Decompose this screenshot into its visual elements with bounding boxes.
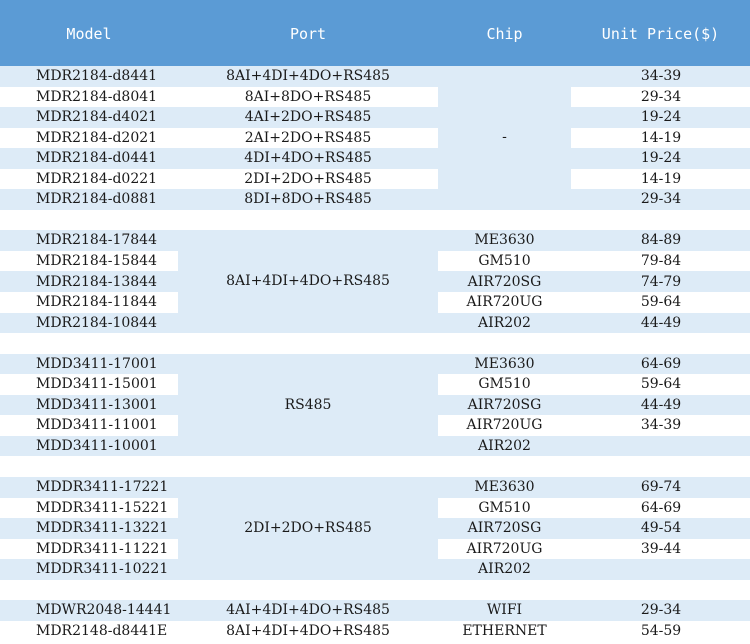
price-cell: 64-69 (640, 499, 682, 516)
chip-cell: ME3630 (474, 479, 535, 495)
model-cell: MDR2184-11844 (36, 294, 157, 311)
port-merged-cell: 2DI+2DO+RS485 (244, 520, 372, 536)
price-cell: 19-24 (640, 150, 682, 167)
group-separator (0, 333, 750, 354)
table-header (0, 0, 750, 66)
price-cell: 79-84 (640, 252, 682, 269)
model-cell: MDDR3411-11221 (36, 540, 169, 557)
price-cell: 29-34 (640, 88, 682, 105)
model-cell: MDD3411-17001 (36, 355, 158, 372)
chip-cell: WIFI (486, 602, 523, 619)
price-cell: 44-49 (640, 314, 682, 331)
chip-cell: GM510 (478, 252, 531, 269)
chip-merged-cell: - (502, 129, 507, 145)
chip-cell: AIR720SG (467, 273, 542, 290)
port-cell: 8AI+4DI+4DO+RS485 (226, 68, 390, 84)
model-cell: MDD3411-11001 (36, 417, 158, 434)
price-cell: 59-64 (640, 376, 682, 393)
model-cell: MDD3411-13001 (36, 396, 158, 413)
model-cell: MDDR3411-10221 (36, 561, 169, 578)
port-cell: 8AI+4DI+4DO+RS485 (226, 622, 390, 639)
chip-cell: ME3630 (474, 355, 535, 372)
price-cell (572, 436, 750, 457)
header-model: Model (66, 25, 112, 43)
price-cell: 54-59 (640, 622, 682, 639)
price-cell: 29-34 (640, 602, 682, 619)
port-merged-cell: RS485 (284, 396, 332, 413)
model-cell: MDR2184-d0441 (36, 150, 158, 167)
model-cell: MDR2184-d8041 (36, 88, 158, 105)
port-cell: 2AI+2DO+RS485 (244, 129, 372, 146)
group-separator (0, 210, 750, 231)
price-cell: 14-19 (640, 170, 682, 187)
chip-cell: AIR202 (478, 561, 531, 578)
price-cell: 64-69 (640, 355, 682, 372)
model-cell: MDR2184-d4021 (36, 109, 158, 126)
port-cell: 4AI+4DI+4DO+RS485 (226, 602, 390, 619)
model-cell: MDR2184-17844 (36, 232, 157, 249)
port-merged-cell: 8AI+4DI+4DO+RS485 (226, 273, 390, 290)
group-separator (0, 580, 750, 601)
chip-cell: AIR720SG (467, 396, 542, 413)
price-cell: 29-34 (640, 191, 682, 208)
price-cell: 74-79 (640, 273, 682, 290)
header-port: Port (289, 25, 327, 43)
model-cell: MDD3411-15001 (36, 376, 158, 393)
model-cell: MDR2184-13844 (36, 273, 157, 290)
price-cell: 34-39 (640, 68, 682, 84)
port-cell: 4AI+2DO+RS485 (244, 109, 372, 126)
model-cell: MDDR3411-17221 (36, 479, 169, 495)
model-cell: MDWR2048-14441 (36, 602, 172, 619)
chip-cell: AIR202 (478, 437, 531, 454)
price-cell: 69-74 (640, 479, 682, 495)
model-cell: MDDR3411-13221 (36, 520, 169, 537)
price-cell: 34-39 (640, 417, 682, 434)
model-cell: MDR2184-d0221 (36, 170, 158, 187)
price-cell: 19-24 (640, 109, 682, 126)
chip-cell: ETHERNET (462, 622, 547, 639)
chip-cell: AIR202 (478, 314, 531, 331)
price-cell: 84-89 (640, 232, 682, 249)
price-cell: 14-19 (640, 129, 682, 146)
model-cell: MDR2184-d0881 (36, 191, 158, 208)
header-chip: Chip (486, 25, 523, 43)
chip-cell: GM510 (478, 376, 531, 393)
chip-cell: AIR720UG (466, 417, 543, 434)
header-unit-price: Unit Price($) (601, 25, 720, 43)
model-cell: MDDR3411-15221 (36, 499, 169, 516)
model-cell: MDR2184-d8441 (36, 68, 158, 84)
price-cell: 49-54 (640, 520, 682, 537)
price-cell: 44-49 (640, 396, 682, 413)
port-cell: 8AI+8DO+RS485 (244, 88, 372, 105)
port-cell: 4DI+4DO+RS485 (244, 150, 372, 167)
model-cell: MDD3411-10001 (36, 437, 158, 454)
model-cell: MDR2184-d2021 (36, 129, 158, 146)
price-cell: 59-64 (640, 294, 682, 311)
chip-cell: GM510 (478, 499, 531, 516)
chip-cell: AIR720UG (466, 540, 543, 557)
chip-cell: AIR720UG (466, 294, 543, 311)
price-cell (572, 559, 750, 580)
model-cell: MDR2184-10844 (36, 314, 157, 331)
model-cell: MDR2148-d8441E (36, 622, 168, 639)
group-separator (0, 456, 750, 477)
chip-cell: AIR720SG (467, 520, 542, 537)
chip-cell: ME3630 (474, 232, 535, 249)
port-cell: 8DI+8DO+RS485 (244, 191, 372, 208)
port-cell: 2DI+2DO+RS485 (244, 170, 372, 187)
model-cell: MDR2184-15844 (36, 252, 157, 269)
price-cell: 39-44 (640, 540, 682, 557)
